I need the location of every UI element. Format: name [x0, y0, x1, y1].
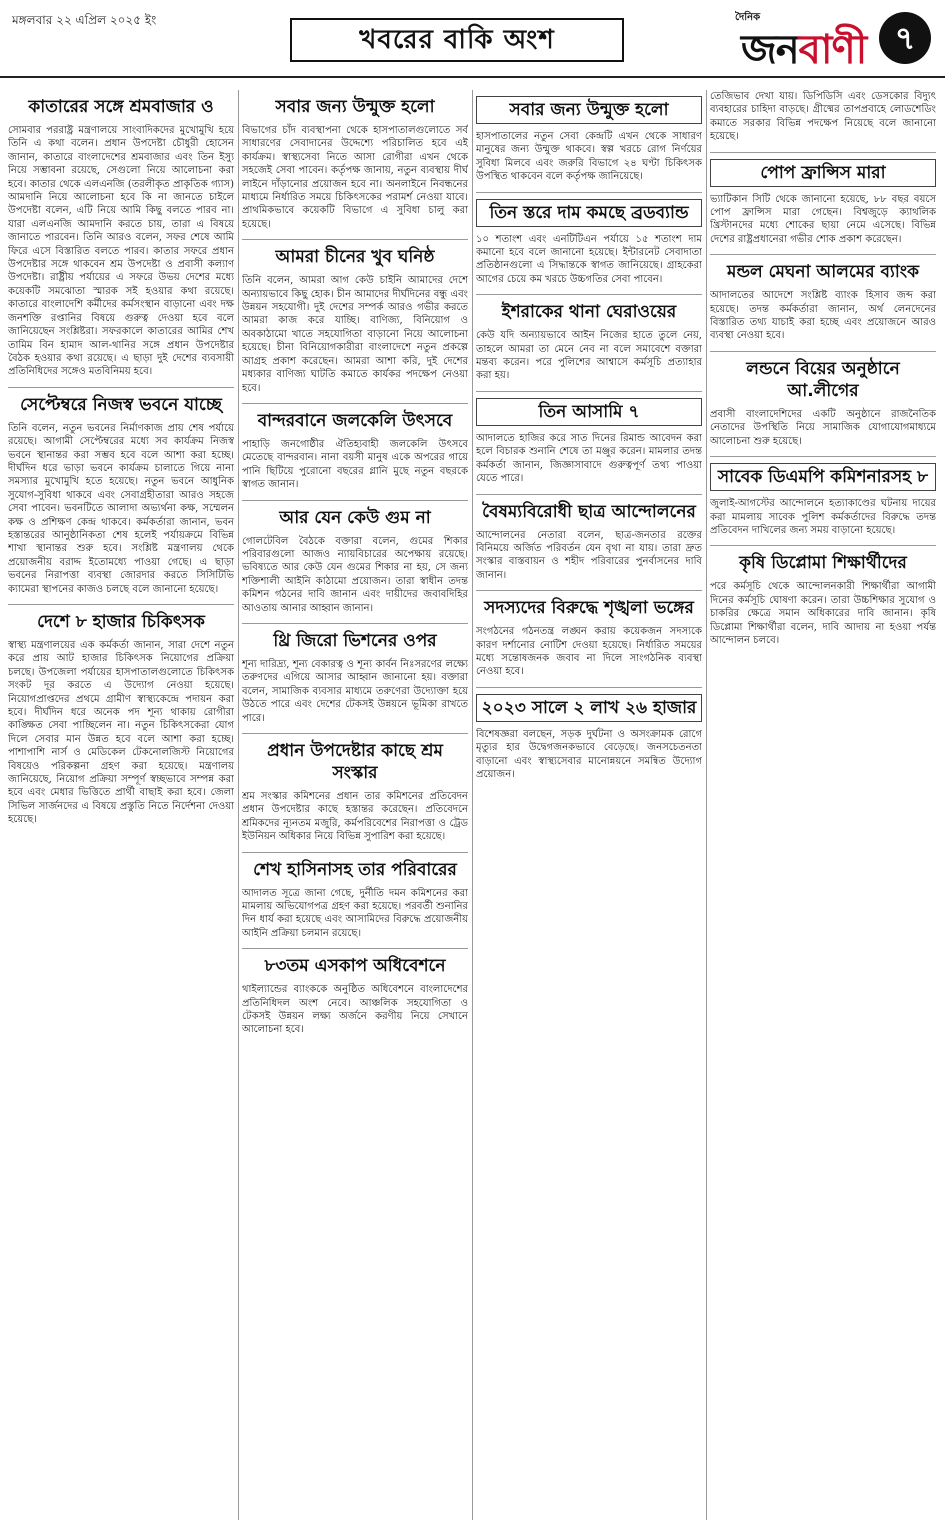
story-headline: কাতারের সঙ্গে শ্রমবাজার ও	[28, 97, 214, 117]
story-divider	[242, 239, 468, 240]
article-columns	[8, 90, 937, 1520]
story-body: পাহাড়ি জনগোষ্ঠীর ঐতিহ্যবাহী জলকেলি উৎসবে মেতেছে বান্দরবান। নানা বয়সী মানুষ একে অপরের গায়ে পানি ছিটিয়ে পুরোনো বছরের গ্লানি মুছে নতুন বছরকে স্বাগত জানান।	[242, 438, 468, 491]
column-divider	[706, 90, 707, 1520]
story-body: তিনি বলেন, আমরা আগ কেউ চাইনি আমাদের দেশে অন্যায়ভাবে কিছু হোক। চীন আমাদের দীর্ঘদিনের বন্ধু এবং উন্নয়ন সহযোগী। দুই দেশের সম্পর্ক আরও গভীর করতে আমরা কাজ করে যাচ্ছি। বাণিজ্য, বিনিয়োগ ও অবকাঠামো খাতে সহযোগিতা বাড়ানো নিয়ে আলোচনা হয়েছে। চীনা বিনিয়োগকারীরা বাংলাদেশে নতুন প্রকল্পে আগ্রহ প্রকাশ করেছেন। আমরা আশা করি, দুই দেশের মধ্যকার বাণিজ্য ঘাটতি কমাতে কার্যকর পদক্ষেপ নেওয়া হবে।	[242, 275, 468, 394]
column-4	[710, 90, 936, 1520]
logo-prefix: দৈনিক	[735, 12, 761, 23]
story-body: আদালত সূত্রে জানা গেছে, দুর্নীতি দমন কমিশনের করা মামলায় অভিযোগপত্র গ্রহণ করা হয়েছে। পরবর্তী শুনানির দিন ধার্য করা হয়েছে এবং আসামিদের বিরুদ্ধে প্রয়োজনীয় আইনি প্রক্রিয়া চলমান রয়েছে।	[242, 887, 468, 939]
story-body: বিভাগের চাঁদ ব্যবস্থাপনা থেকে হাসপাতালগুলোতে সর্ব সাধারণের সেবাদানের উদ্দেশ্যে পরিচালিত হবে এই কার্যক্রম। স্বাস্থ্যসেবা নিতে আসা রোগীরা এখন থেকে সহজেই সেবা পাবেন। কর্তৃপক্ষ জানায়, নতুন ব্যবস্থায় দীর্ঘ লাইনে দাঁড়ানোর প্রয়োজন হবে না। অনলাইনে নিবন্ধনের মাধ্যমে নির্ধারিত সময়ে চিকিৎসকের পরামর্শ নেওয়া যাবে। প্রাথমিকভাবে কয়েকটি বিভাগে এ সুবিধা চালু করা হয়েছে।	[242, 125, 468, 230]
story-divider	[242, 403, 468, 404]
story-headline: ইশরাকের থানা ঘেরাওয়ের	[501, 302, 677, 323]
story-headline: বান্দরবানে জলকেলি উৎসবে	[257, 410, 453, 431]
story-headline: সদস্যদের বিরুদ্ধে শৃঙ্খলা ভঙ্গের	[484, 598, 694, 619]
story-body: আন্দোলনের নেতারা বলেন, ছাত্র-জনতার রক্তের বিনিময়ে অর্জিত পরিবর্তন যেন বৃথা না যায়। তারা দ্রুত সংস্কার বাস্তবায়ন ও শহীদ পরিবারের পুনর্বাসনের দাবি জানান।	[476, 529, 702, 581]
story-headline: থ্রি জিরো ভিশনের ওপর	[273, 630, 437, 651]
story-body: বিশেষজ্ঞরা বলছেন, সড়ক দুর্ঘটনা ও অসংক্রামক রোগে মৃত্যুর হার উদ্বেগজনকভাবে বেড়েছে। জনসচেতনতা বাড়ানো এবং স্বাস্থ্যসেবার মানোন্নয়নে সমন্বিত উদ্যোগ প্রয়োজন।	[476, 728, 702, 780]
story-divider	[242, 948, 468, 949]
section-title: খবরের বাকি অংশ	[290, 18, 624, 62]
story-divider	[476, 494, 702, 495]
story-divider	[710, 254, 936, 255]
story-body: শূন্য দারিদ্র্য, শূন্য বেকারত্ব ও শূন্য কার্বন নিঃসরণের লক্ষ্যে তরুণদের এগিয়ে আসার আহ্বান জানানো হয়। বক্তারা বলেন, সামাজিক ব্যবসার মাধ্যমে তরুণেরা উদ্যোক্তা হয়ে উঠতে পারে এবং দেশের টেকসই উন্নয়নে ভূমিকা রাখতে পারে।	[242, 658, 468, 724]
story-headline: সবার জন্য উন্মুক্ত হলো	[476, 96, 702, 124]
story-body: তেজিভাব দেখা যায়। ডিপিডিসি এবং ডেসকোর বিদ্যুৎ ব্যবহারের চাহিদা বাড়ছে। গ্রীষ্মের তাপপ্রবাহে লোডশেডিং কমাতে সরকার বিভিন্ন পদক্ষেপ নিয়েছে বলে জানানো হয়েছে।	[710, 91, 936, 143]
story-divider	[8, 604, 234, 605]
story-body: স্বাস্থ্য মন্ত্রণালয়ের এক কর্মকর্তা জানান, সারা দেশে নতুন করে প্রায় আট হাজার চিকিৎসক নিয়োগের প্রক্রিয়া চলছে। উপজেলা পর্যায়ের হাসপাতালগুলোতে চিকিৎসক সংকট দূর করতে এ উদ্যোগ নেওয়া হয়েছে। নিয়োগপ্রাপ্তদের প্রথমে গ্রামীণ স্বাস্থ্যকেন্দ্রে পদায়ন করা হবে। দীর্ঘদিন ধরে অনেক পদ শূন্য থাকায় রোগীরা কাঙ্ক্ষিত সেবা পাচ্ছিলেন না। নতুন চিকিৎসকেরা যোগ দিলে সেবার মান উন্নত হবে বলে আশা করা হচ্ছে। পাশাপাশি নার্স ও মেডিকেল টেকনোলজিস্ট নিয়োগের বিষয়েও পরিকল্পনা গ্রহণ করা হয়েছে। মন্ত্রণালয় জানিয়েছে, নিয়োগ প্রক্রিয়া সম্পূর্ণ স্বচ্ছভাবে সম্পন্ন করা হবে এবং মেধার ভিত্তিতে প্রার্থী বাছাই করা হবে। জেলা সিভিল সার্জনদের এ বিষয়ে প্রস্তুতি নিতে নির্দেশনা দেওয়া হয়েছে।	[8, 640, 234, 826]
story-headline: সবার জন্য উন্মুক্ত হলো	[275, 97, 435, 117]
story-headline: সাবেক ডিএমপি কমিশনারসহ ৮	[710, 463, 936, 491]
story-headline: তিন আসামি ৭	[476, 398, 702, 426]
story-divider	[710, 351, 936, 352]
logo-part-1: জন	[741, 27, 799, 73]
story-headline: পোপ ফ্রান্সিস মারা	[710, 159, 936, 187]
story-headline: বৈষম্যবিরোধী ছাত্র আন্দোলনের	[482, 501, 696, 522]
column-3	[476, 90, 702, 1520]
column-2	[242, 90, 468, 1520]
story-divider	[476, 391, 702, 392]
story-body: হাসপাতালের নতুন সেবা কেন্দ্রটি এখন থেকে সাধারণ মানুষের জন্য উন্মুক্ত থাকবে। স্বল্প খরচে রোগ নির্ণয়ের সুবিধা মিলবে এবং জরুরি বিভাগে ২৪ ঘণ্টা চিকিৎসক উপস্থিত থাকবেন বলে কর্তৃপক্ষ জানিয়েছে।	[476, 131, 702, 183]
story-body: জুলাই-আগস্টের আন্দোলনে হত্যাকাণ্ডের ঘটনায় দায়ের করা মামলায় সাবেক পুলিশ কর্মকর্তাদের বিরুদ্ধে তদন্ত প্রতিবেদন দাখিলের জন্য সময় বাড়ানো হয়েছে।	[710, 498, 936, 536]
story-divider	[476, 192, 702, 193]
column-divider	[472, 90, 473, 1520]
story-divider	[242, 500, 468, 501]
story-divider	[242, 733, 468, 734]
story-divider	[242, 852, 468, 853]
story-body: ভ্যাটিকান সিটি থেকে জানানো হয়েছে, ৮৮ বছর বয়সে পোপ ফ্রান্সিস মারা গেছেন। বিশ্বজুড়ে ক্যাথলিক খ্রিস্টানদের মধ্যে শোকের ছায়া নেমে এসেছে। বিভিন্ন দেশের রাষ্ট্রপ্রধানেরা গভীর শোক প্রকাশ করেছেন।	[710, 193, 936, 245]
story-body: আদালতের আদেশে সংশ্লিষ্ট ব্যাংক হিসাব জব্দ করা হয়েছে। তদন্ত কর্মকর্তারা জানান, অর্থ লেনদেনের বিস্তারিত তথ্য যাচাই করা হচ্ছে এবং প্রয়োজনে আরও ব্যবস্থা নেওয়া হবে।	[710, 290, 936, 342]
story-body: ১০ শতাংশ এবং এনটিটিএন পর্যায়ে ১৫ শতাংশ দাম কমানো হবে বলে জানানো হয়েছে। ইন্টারনেট সেবাদাতা প্রতিষ্ঠানগুলো এ সিদ্ধান্তকে স্বাগত জানিয়েছে। গ্রাহকেরা আগের চেয়ে কম খরচে উচ্চগতির সেবা পাবেন।	[476, 233, 702, 285]
story-headline: ৮৩তম এসকাপ অধিবেশনে	[264, 956, 446, 977]
story-divider	[476, 687, 702, 688]
story-divider	[476, 590, 702, 591]
story-headline: সেপ্টেম্বরে নিজস্ব ভবনে যাচ্ছে	[20, 394, 222, 415]
story-headline: কৃষি ডিপ্লোমা শিক্ষার্থীদের	[739, 553, 907, 574]
story-body: প্রবাসী বাংলাদেশিদের একটি অনুষ্ঠানে রাজনৈতিক নেতাদের উপস্থিতি নিয়ে সামাজিক যোগাযোগমাধ্যমে আলোচনা শুরু হয়েছে।	[710, 408, 936, 447]
story-body: গোলটেবিল বৈঠকে বক্তারা বলেন, গুমের শিকার পরিবারগুলো আজও ন্যায়বিচারের অপেক্ষায় রয়েছে। ভবিষ্যতে আর কেউ যেন গুমের শিকার না হয়, সে জন্য শক্তিশালী আইনি কাঠামো প্রয়োজন। তারা স্বাধীন তদন্ত কমিশন গঠনের দাবি জানান এবং দায়ীদের জবাবদিহির আওতায় আনার আহ্বান জানান।	[242, 535, 468, 614]
story-body: কেউ যদি অন্যায়ভাবে আইন নিজের হাতে তুলে নেয়, তাহলে আমরা তা মেনে নেব না বলে সমাবেশে বক্তারা মন্তব্য করেন। পরে পুলিশের আশ্বাসে কর্মসূচি প্রত্যাহার করা হয়।	[476, 330, 702, 382]
story-headline: শেখ হাসিনাসহ তার পরিবারের	[253, 859, 457, 880]
story-headline: তিন স্তরে দাম কমছে ব্রডব্যান্ড	[476, 199, 702, 227]
story-headline: আমরা চীনের খুব ঘনিষ্ঠ	[275, 247, 435, 268]
story-body: সংগঠনের গঠনতন্ত্র লঙ্ঘন করায় কয়েকজন সদস্যকে কারণ দর্শানোর নোটিশ দেওয়া হয়েছে। নির্ধারিত সময়ের মধ্যে সন্তোষজনক জবাব না দিলে সাংগঠনিক ব্যবস্থা নেওয়া হবে।	[476, 626, 702, 678]
logo-part-2: বাণী	[798, 27, 867, 73]
story-headline: ২০২৩ সালে ২ লাখ ২৬ হাজার	[476, 694, 702, 722]
masthead	[0, 0, 945, 78]
story-divider	[710, 456, 936, 457]
page-number: ৭	[879, 12, 931, 64]
story-headline: লন্ডনে বিয়ের অনুষ্ঠানে আ.লীগের	[746, 358, 900, 401]
story-divider	[476, 294, 702, 295]
story-headline: দেশে ৮ হাজার চিকিৎসক	[37, 612, 205, 632]
story-body: সোমবার পররাষ্ট্র মন্ত্রণালয়ে সাংবাদিকদের মুখোমুখি হয়ে তিনি এ কথা বলেন। প্রধান উপদেষ্টা চৌধুরী হোসেন জানান, কাতারে বাংলাদেশের শ্রমবাজার এবং তিন ইস্যু নিয়ে সম্ভাবনা রয়েছে, সেগুলো নিয়ে আলোচনা করা হবে। কাতার থেকে এলএনজি (তরলীকৃত প্রাকৃতিক গ্যাস) আমদানি নিয়ে আলোচনা হবে কি না জানতে চাইলে উপদেষ্টা বলেন, এটি নিয়ে আমি কিছু বলতে পারব না। যারা এলএনজি আমদানি করতে চায়, তারা এ বিষয়ে জানাতে পারবেন। তিনি আরও বলেন, সফর শেষে আমি ফিরে এসে বিস্তারিত বলতে পারব। কাতার সফরে প্রধান উপদেষ্টার সঙ্গে থাকবেন শ্রম উপদেষ্টা ও প্রবাসী কল্যাণ উপদেষ্টা। রাষ্ট্রীয় পর্যায়ের এ সফরে উভয় দেশের মধ্যে কয়েকটি সমঝোতা স্মারক সই হওয়ার কথা রয়েছে। কাতারে বাংলাদেশি কর্মীদের কর্মসংস্থান বাড়ানো এবং দক্ষ জনশক্তি রপ্তানির বিষয়ে গুরুত্ব দেওয়া হবে বলে জানিয়েছেন সংশ্লিষ্টরা। সফরকালে কাতারের আমির শেখ তামিম বিন হামাদ আল-থানির সঙ্গে প্রধান উপদেষ্টার বৈঠক হওয়ার কথা রয়েছে। এ ছাড়া দুই দেশের ব্যবসায়ী প্রতিনিধিদের সঙ্গেও মতবিনিময় হবে।	[8, 125, 234, 378]
story-divider	[710, 152, 936, 153]
story-body: শ্রম সংস্কার কমিশনের প্রধান তার কমিশনের প্রতিবেদন প্রধান উপদেষ্টার কাছে হস্তান্তর করেছেন। প্রতিবেদনে শ্রমিকদের ন্যূনতম মজুরি, কর্মপরিবেশের নিরাপত্তা ও ট্রেড ইউনিয়ন অধিকার নিয়ে বিভিন্ন সুপারিশ করা হয়েছে।	[242, 791, 468, 843]
publication-date: মঙ্গলবার ২২ এপ্রিল ২০২৫ ইং	[12, 13, 157, 27]
story-body: থাইল্যান্ডের ব্যাংককে অনুষ্ঠিত অধিবেশনে বাংলাদেশের প্রতিনিধিদল অংশ নেবে। আঞ্চলিক সহযোগিতা ও টেকসই উন্নয়ন লক্ষ্য অর্জনে করণীয় নিয়ে সেখানে আলোচনা হবে।	[242, 984, 468, 1036]
story-headline: মন্ডল মেঘনা আলমের ব্যাংক	[727, 262, 919, 283]
logo-wordmark	[741, 18, 866, 85]
newspaper-logo	[731, 6, 931, 73]
story-headline: প্রধান উপদেষ্টার কাছে শ্রম সংস্কার	[267, 741, 443, 783]
story-divider	[242, 623, 468, 624]
story-divider	[8, 387, 234, 388]
story-body: তিনি বলেন, নতুন ভবনের নির্মাণকাজ প্রায় শেষ পর্যায়ে রয়েছে। আগামী সেপ্টেম্বরের মধ্যে সব কার্যক্রম নিজস্ব ভবনে স্থানান্তর করা সম্ভব হবে বলে আশা করা হচ্ছে। দীর্ঘদিন ধরে ভাড়া ভবনে কার্যক্রম চালাতে গিয়ে নানা সমস্যার মুখোমুখি হতে হয়েছে। নতুন ভবনে আধুনিক সুযোগ-সুবিধা থাকবে এবং সেবাগ্রহীতারা আরও সহজে সেবা পাবেন। ভবনটিতে আলাদা অভ্যর্থনা কক্ষ, সম্মেলন কক্ষ ও প্রশিক্ষণ কেন্দ্র থাকবে। কর্মকর্তারা জানান, ভবন হস্তান্তরের আনুষ্ঠানিকতা শেষ হলেই পর্যায়ক্রমে বিভিন্ন শাখা স্থানান্তর শুরু হবে। সংশ্লিষ্ট মন্ত্রণালয় থেকে প্রয়োজনীয় বরাদ্দ ইতোমধ্যে পাওয়া গেছে। এ ছাড়া ভবনের নিরাপত্তা ব্যবস্থা জোরদার করতে সিসিটিভি ক্যামেরা স্থাপনের কাজও চলছে বলে জানানো হয়েছে।	[8, 422, 234, 595]
column-1	[8, 90, 234, 1520]
story-body: আদালতে হাজির করে সাত দিনের রিমান্ড আবেদন করা হলে বিচারক শুনানি শেষে তা মঞ্জুর করেন। মামলার তদন্ত কর্মকর্তা জানান, জিজ্ঞাসাবাদে গুরুত্বপূর্ণ তথ্য পাওয়া যেতে পারে।	[476, 432, 702, 485]
column-divider	[238, 90, 239, 1520]
story-divider	[710, 545, 936, 546]
story-headline: আর যেন কেউ গুম না	[279, 507, 431, 528]
story-body: পরে কর্মসূচি থেকে আন্দোলনকারী শিক্ষার্থীরা আগামী দিনের কর্মসূচি ঘোষণা করেন। তারা উচ্চশিক্ষার সুযোগ ও চাকরির ক্ষেত্রে সমান অধিকারের দাবি জানান। কৃষি ডিপ্লোমা শিক্ষার্থীরা বলেন, দাবি আদায় না হওয়া পর্যন্ত আন্দোলন চলবে।	[710, 581, 936, 646]
